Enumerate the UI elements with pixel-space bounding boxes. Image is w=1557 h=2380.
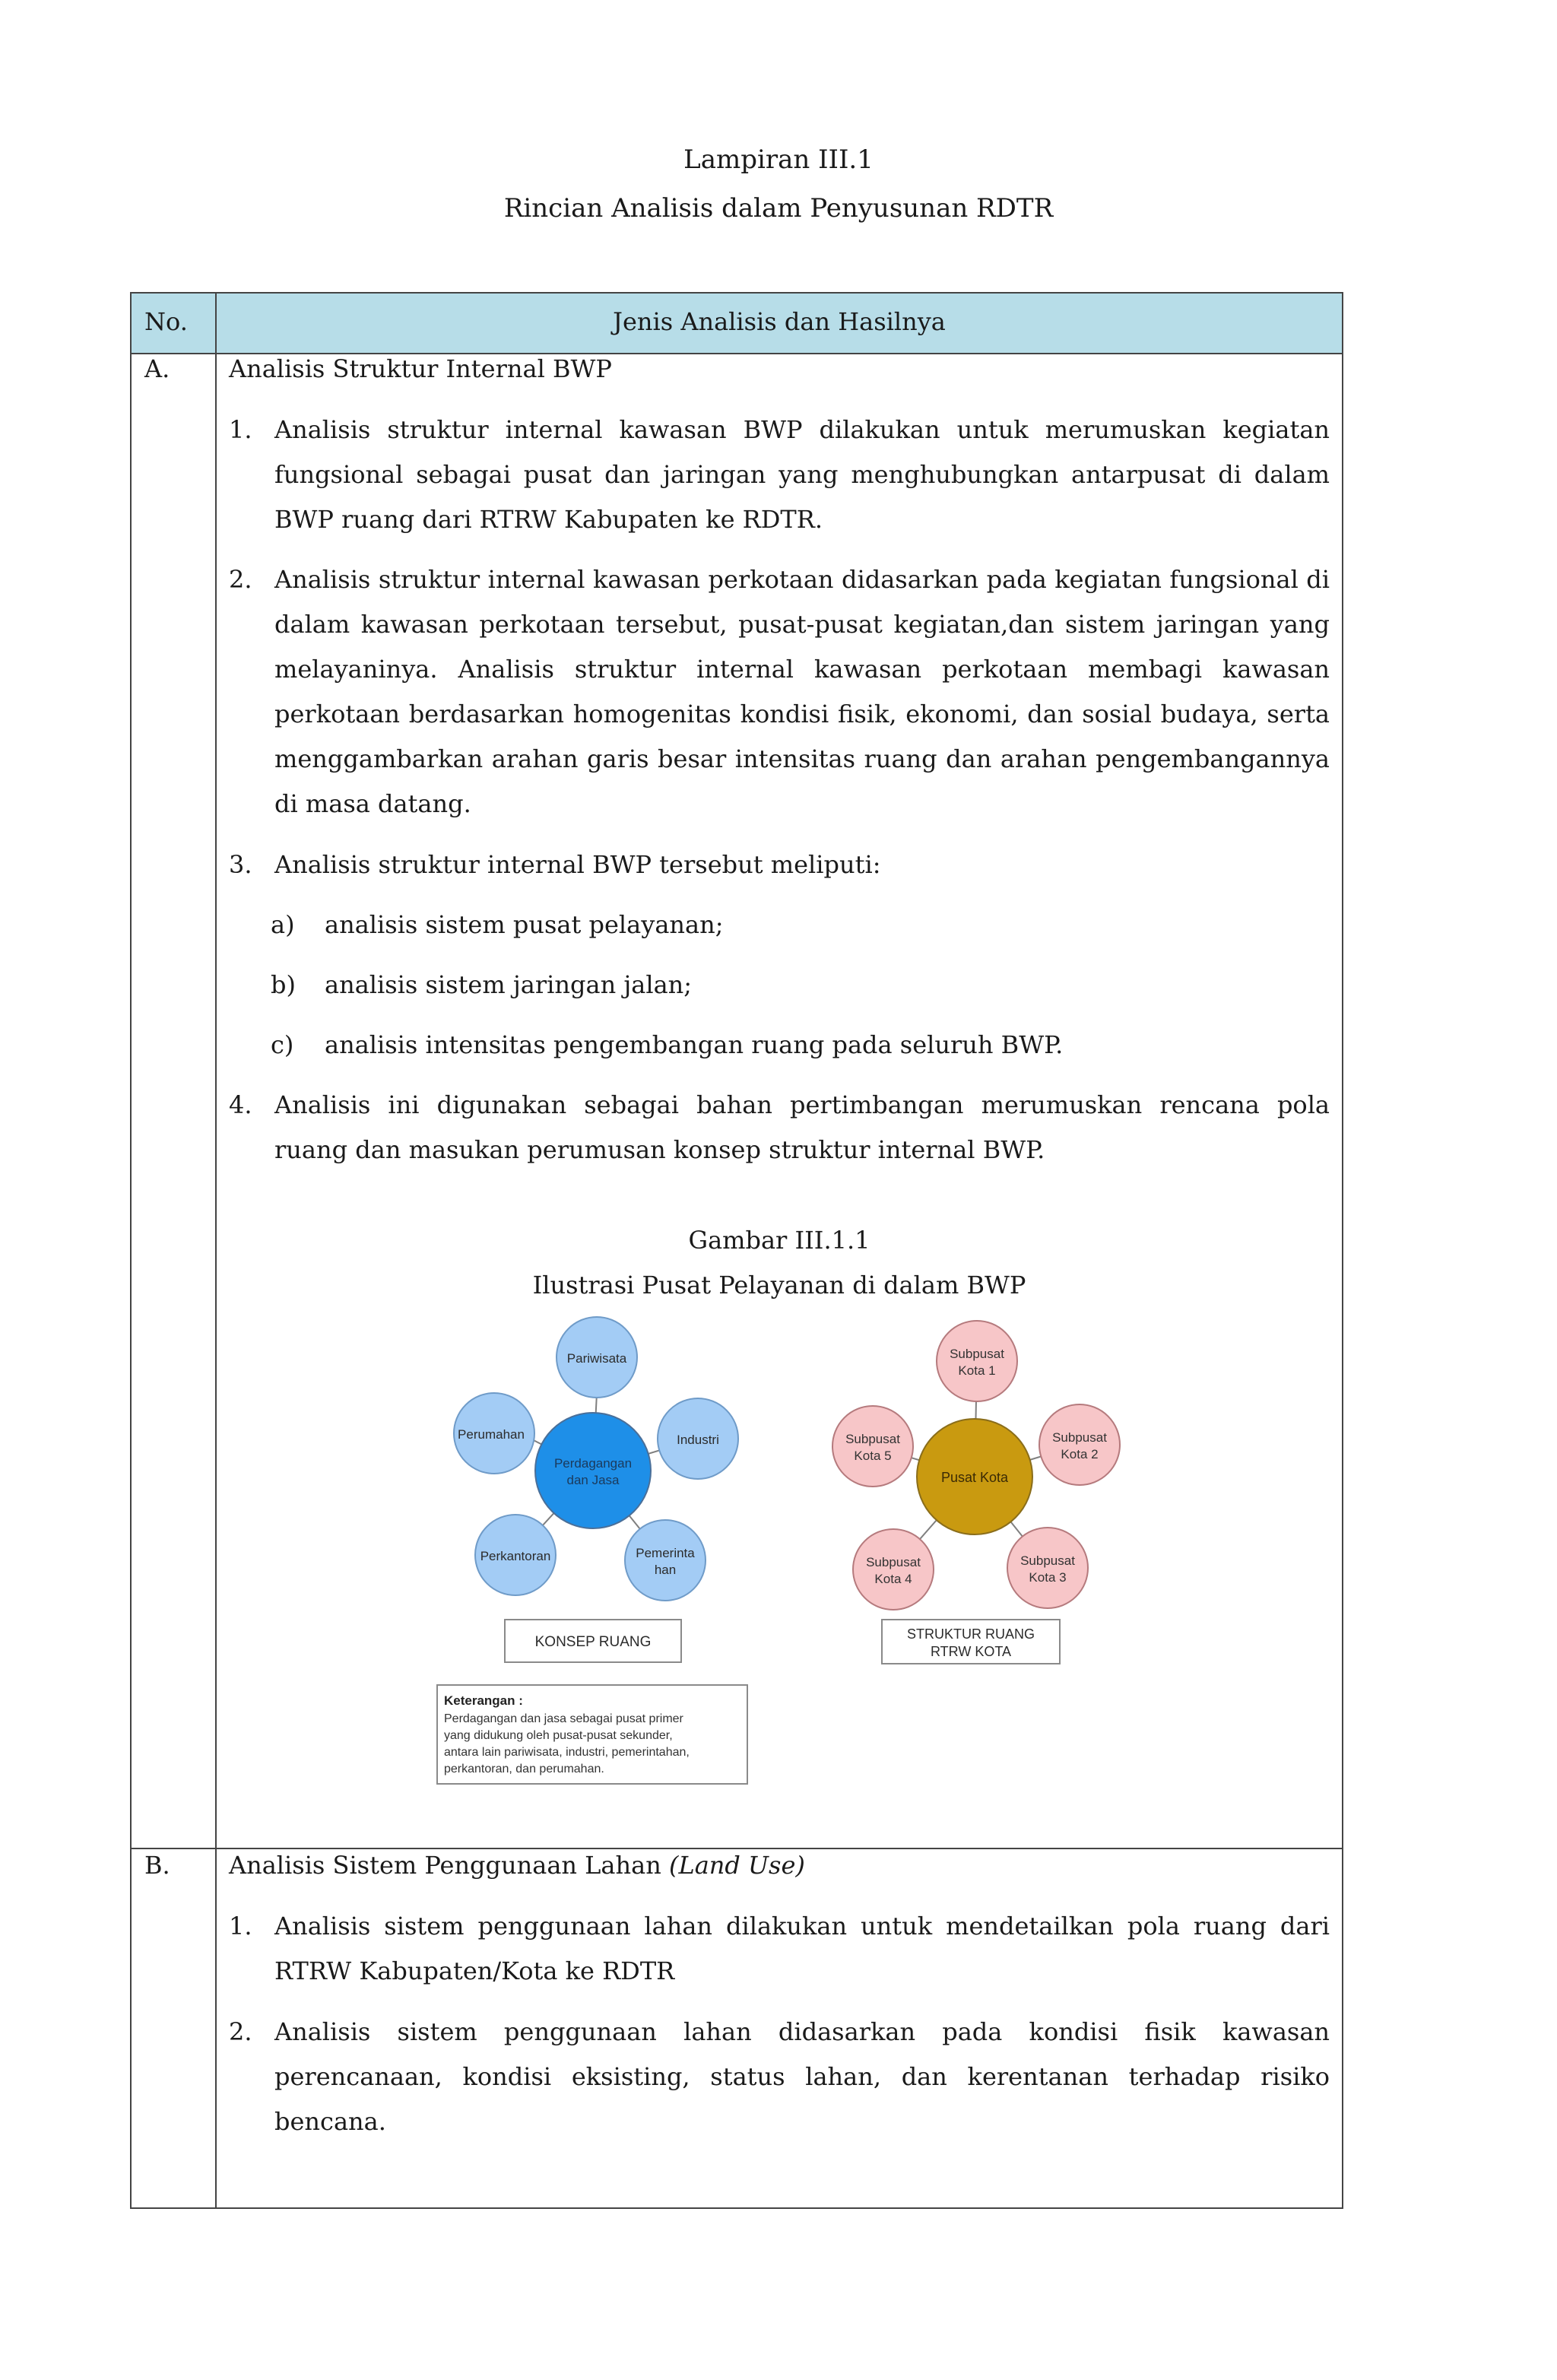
header-no: No. (144, 307, 188, 336)
struktur-ruang-diagram (832, 1321, 1120, 1664)
concept-node (625, 1520, 706, 1601)
konsep-ruang-label: KONSEP RUANG (534, 1634, 652, 1650)
keterangan-line: Perdagangan dan jasa sebagai pusat primer (444, 1712, 683, 1725)
keterangan-line: perkantoran, dan perumahan. (444, 1763, 604, 1775)
struktur-ruang-label: STRUKTUR RUANG (906, 1626, 1035, 1642)
structure-node (853, 1529, 934, 1610)
page-subtitle: Rincian Analisis dalam Penyusunan RDTR (503, 193, 1054, 224)
structure-node (1007, 1528, 1088, 1608)
section-b-title-text: Analisis Sistem Penggunaan Lahan (229, 1851, 661, 1880)
figure-caption-title: Ilustrasi Pusat Pelayanan di dalam BWP (532, 1271, 1026, 1299)
section-b-item-2: Analisis sistem penggunaan lahan didasarkan pada kondisi fisik kawasan perencanaan, kondisi eksisting, status lahan, dan kerentanan terhadap risiko bencana. (274, 2017, 1330, 2136)
item-number: 2. (229, 565, 252, 594)
konsep-ruang-diagram (437, 1317, 747, 1784)
concept-node-label: Pemerinta (636, 1546, 695, 1560)
section-a-no: A. (144, 354, 170, 383)
subitem-a: analisis sistem pusat pelayanan; (325, 910, 724, 939)
concept-node-label: Pariwisata (566, 1351, 627, 1366)
structure-node-label: Subpusat (1020, 1553, 1075, 1568)
item-number: 1. (229, 415, 252, 444)
section-b-title (229, 1851, 805, 1880)
section-b-title-italic: (Land Use) (668, 1851, 805, 1880)
keterangan-line: antara lain pariwisata, industri, pemerintahan, (444, 1746, 690, 1759)
subitem-letter: c) (271, 1030, 294, 1059)
structure-node-label: Kota 5 (854, 1449, 892, 1463)
item-number: 4. (229, 1090, 252, 1119)
structure-node-label: Subpusat (1052, 1430, 1107, 1445)
section-a-item-4: Analisis ini digunakan sebagai bahan pertimbangan merumuskan rencana pola ruang dan masukan perumusan konsep struktur internal BWP. (274, 1090, 1330, 1164)
section-a-title: Analisis Struktur Internal BWP (229, 354, 612, 383)
concept-center-node (535, 1413, 651, 1528)
section-b-item-1: Analisis sistem penggunaan lahan dilakukan untuk mendetailkan pola ruang dari RTRW Kabupaten/Kota ke RDTR (274, 1912, 1330, 1985)
header-jenis: Jenis Analisis dan Hasilnya (613, 307, 946, 336)
concept-node-label: Perumahan (458, 1427, 525, 1442)
figure-caption-number: Gambar III.1.1 (688, 1226, 870, 1255)
subitem-letter: a) (271, 910, 295, 939)
struktur-ruang-label: RTRW KOTA (930, 1644, 1012, 1659)
concept-center-label: dan Jasa (566, 1473, 620, 1487)
section-a-item-1: Analisis struktur internal kawasan BWP dilakukan untuk merumuskan kegiatan fungsional sebagai pusat dan jaringan yang menghubungkan antarpusat di dalam BWP ruang dari RTRW Kabupaten ke RDTR. (274, 415, 1330, 534)
subitem-letter: b) (271, 970, 296, 999)
concept-center-label: Perdagangan (553, 1456, 633, 1471)
structure-node (1039, 1404, 1120, 1485)
structure-node-label: Subpusat (845, 1432, 900, 1446)
structure-node (937, 1321, 1017, 1401)
subitem-c: analisis intensitas pengembangan ruang pada seluruh BWP. (325, 1030, 1064, 1059)
service-center-diagram (433, 1302, 1133, 1796)
structure-node-label: Subpusat (950, 1347, 1004, 1361)
item-number: 3. (229, 850, 252, 879)
concept-node-label: han (654, 1563, 677, 1577)
structure-node-label: Subpusat (866, 1555, 921, 1569)
keterangan-heading: Keterangan : (444, 1693, 523, 1708)
item-number: 2. (229, 2017, 252, 2046)
section-a-item-2: Analisis struktur internal kawasan perkotaan didasarkan pada kegiatan fungsional di dalam kawasan perkotaan tersebut, pusat-pusat kegiatan,dan sistem jaringan yang melayaninya. Analisis struktur internal kawasan perkotaan membagi kawasan perkotaan berdasarkan homogenitas kondisi fisik, ekonomi, dan sosial budaya, serta menggambarkan arahan garis besar intensitas ruang dan arahan pengembangannya di masa datang. (274, 565, 1330, 818)
structure-center-label: Pusat Kota (940, 1470, 1009, 1485)
row-divider (130, 1848, 1343, 1849)
subitem-b: analisis sistem jaringan jalan; (325, 970, 693, 999)
concept-node-label: Perkantoran (480, 1549, 551, 1563)
structure-node-label: Kota 3 (1029, 1570, 1067, 1585)
structure-node-label: Kota 2 (1061, 1447, 1099, 1461)
structure-node (832, 1406, 913, 1487)
section-b-no: B. (144, 1851, 170, 1880)
section-a-item-3: Analisis struktur internal BWP tersebut meliputi: (274, 850, 881, 879)
structure-node-label: Kota 1 (958, 1363, 996, 1378)
page-title: Lampiran III.1 (683, 144, 874, 175)
concept-node-label: Industri (677, 1433, 719, 1447)
keterangan-line: yang didukung oleh pusat-pusat sekunder, (444, 1729, 673, 1742)
structure-node-label: Kota 4 (874, 1572, 912, 1586)
item-number: 1. (229, 1912, 252, 1940)
